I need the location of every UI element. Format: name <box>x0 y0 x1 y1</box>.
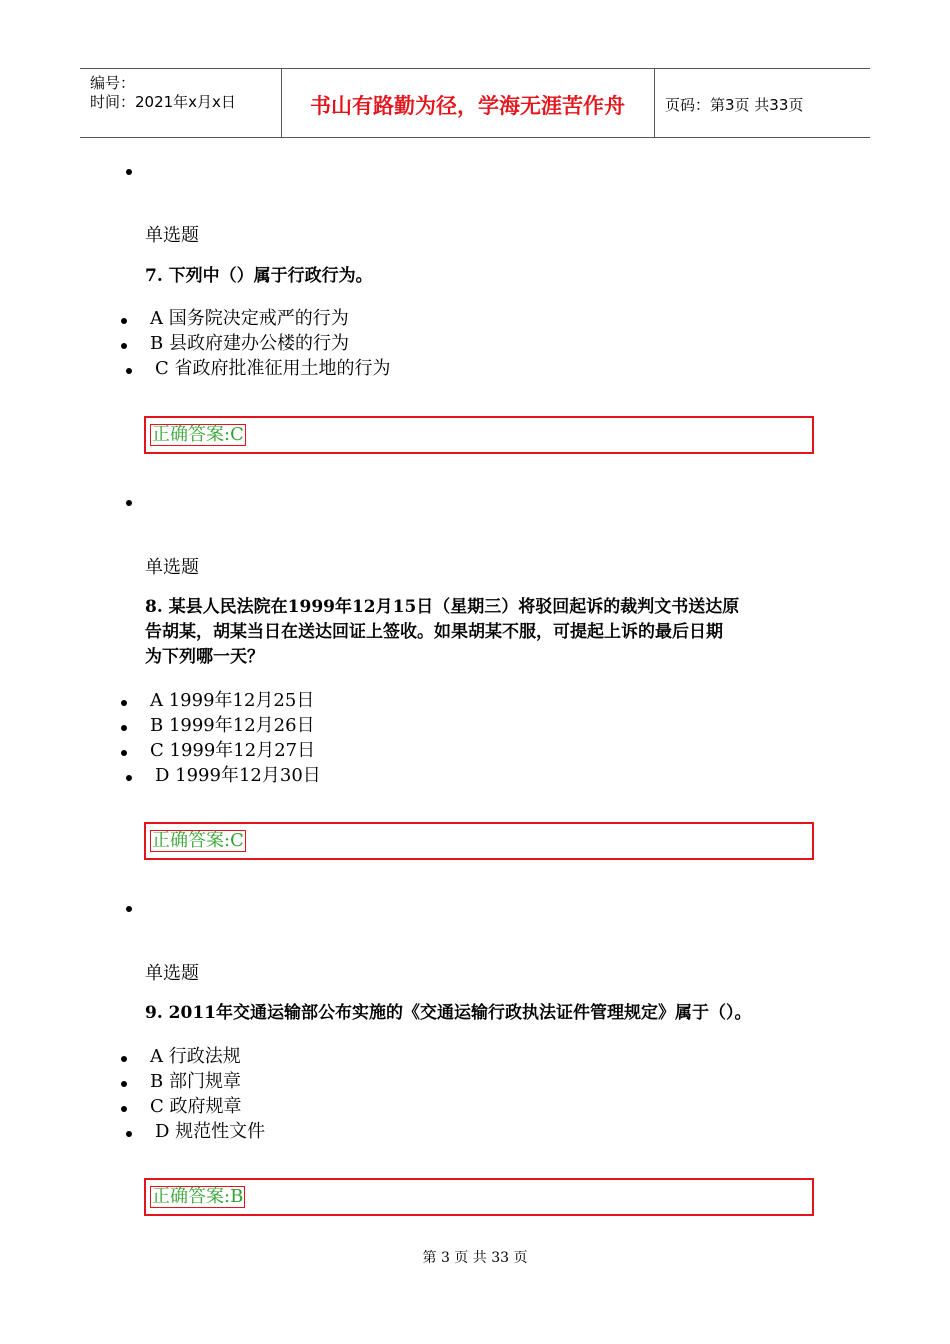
page-header <box>80 68 870 138</box>
header-page-cell <box>655 69 870 137</box>
correct-answer: 正确答案:B <box>152 1186 244 1207</box>
option-bullet <box>121 1056 127 1062</box>
option-bullet <box>121 1106 127 1112</box>
question-text <box>145 595 815 670</box>
answer-box <box>144 416 814 454</box>
section-bullet <box>126 906 132 912</box>
option-bullet <box>121 750 127 756</box>
section-bullet <box>126 500 132 506</box>
option-d: D 1999年12月30日 <box>155 765 321 786</box>
option-d: D 规范性文件 <box>155 1121 266 1142</box>
correct-answer: 正确答案:C <box>152 830 244 851</box>
option-b: B 部门规章 <box>150 1071 241 1092</box>
page-info: 页码：第3页 共33页 <box>665 96 804 114</box>
option-bullet <box>121 318 127 324</box>
option-bullet <box>121 343 127 349</box>
question-text: 7. 下列中（）属于行政行为。 <box>145 266 373 286</box>
header-meta-cell <box>80 69 282 137</box>
question-type: 单选题 <box>145 557 199 578</box>
option-c: C 1999年12月27日 <box>150 740 316 761</box>
correct-answer: 正确答案:C <box>152 424 244 445</box>
section-bullet <box>126 169 132 175</box>
option-bullet <box>126 368 132 374</box>
question-type: 单选题 <box>145 963 199 984</box>
number-label: 编号： <box>90 74 136 92</box>
header-motto-cell <box>281 69 655 137</box>
option-a: A 行政法规 <box>150 1046 241 1067</box>
option-bullet <box>121 1081 127 1087</box>
option-c: C 省政府批准征用土地的行为 <box>155 358 391 379</box>
answer-box <box>144 822 814 860</box>
motto: 书山有路勤为径，学海无涯苦作舟 <box>310 94 625 118</box>
option-bullet <box>121 725 127 731</box>
question-type: 单选题 <box>145 225 199 246</box>
option-bullet <box>121 700 127 706</box>
time-line: 时间：2021年x月x日 <box>90 93 236 111</box>
question-text-line: 告胡某，胡某当日在送达回证上签收。如果胡某不服，可提起上诉的最后日期 <box>145 622 723 642</box>
option-bullet <box>126 775 132 781</box>
question-text-line: 8. 某县人民法院在1999年12月15日（星期三）将驳回起诉的裁判文书送达原 <box>145 597 740 617</box>
question-text: 9. 2011年交通运输部公布实施的《交通运输行政执法证件管理规定》属于（）。 <box>145 1003 752 1023</box>
option-b: B 县政府建办公楼的行为 <box>150 333 349 354</box>
option-c: C 政府规章 <box>150 1096 242 1117</box>
option-bullet <box>126 1131 132 1137</box>
option-b: B 1999年12月26日 <box>150 715 315 736</box>
option-a: A 1999年12月25日 <box>150 690 315 711</box>
page-footer: 第 3 页 共 33 页 <box>422 1250 528 1266</box>
option-a: A 国务院决定戒严的行为 <box>150 308 349 329</box>
answer-box <box>144 1178 814 1216</box>
question-text-line: 为下列哪一天？ <box>145 647 264 667</box>
